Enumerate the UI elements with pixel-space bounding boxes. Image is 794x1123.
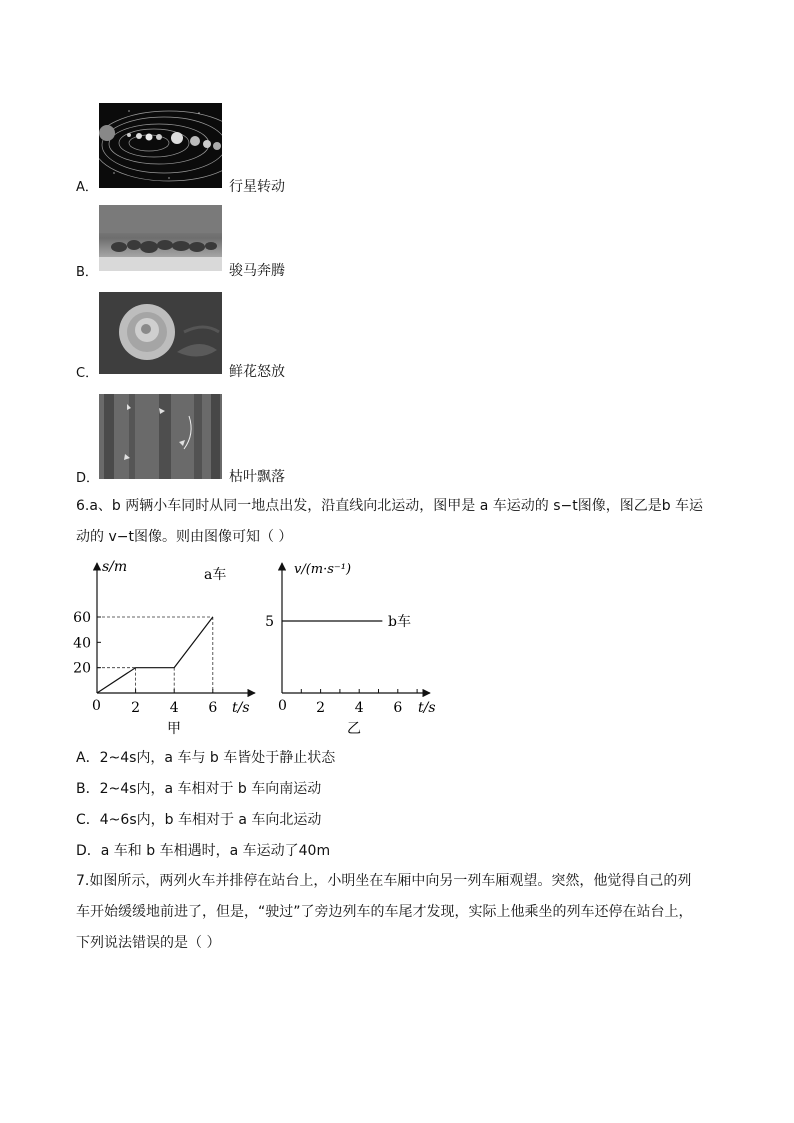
option-letter: B． — [76, 265, 98, 280]
y-tick-label: 60 — [73, 609, 91, 626]
option-letter: C． — [76, 366, 99, 381]
q6-stem-line2: 动的 v−t图像。则由图像可知（ ） — [76, 529, 293, 545]
graph-jia-s-t — [70, 555, 270, 740]
option-caption: 行星转动 — [229, 179, 285, 195]
x-tick-label: 2 — [316, 700, 326, 716]
x-tick-label: 4 — [169, 700, 179, 716]
y-tick-label: 5 — [265, 614, 274, 630]
q6-option-b: B．2~4s内，a 车相对于 b 车向南运动 — [76, 781, 322, 797]
q6-option-c: C．4~6s内，b 车相对于 a 车向北运动 — [76, 812, 322, 828]
q7-line1: 7.如图所示，两列火车并排停在站台上，小明坐在车厢中向另一列车厢观望。突然，他觉得自己的列 — [76, 873, 692, 889]
y-axis-label: v/(m·s⁻¹) — [294, 562, 352, 577]
x-axis-label: t/s — [418, 700, 436, 716]
falling-leaves-image — [99, 394, 222, 479]
a-car-line — [97, 617, 213, 693]
b-car-label: b车 — [388, 614, 411, 630]
x-tick-label: 6 — [393, 700, 403, 716]
q7-line2: 车开始缓缓地前进了，但是，“驶过”了旁边列车的车尾才发现，实际上他乘坐的列车还停在站台上， — [76, 904, 693, 920]
y-tick-label: 40 — [73, 635, 91, 652]
y-tick-label: 20 — [73, 660, 91, 677]
galloping-horses-image — [99, 205, 222, 271]
x-tick-label: 2 — [131, 700, 141, 716]
q6-option-a: A．2~4s内，a 车与 b 车皆处于静止状态 — [76, 750, 336, 766]
q7-stem — [76, 866, 726, 959]
option-letter: D． — [76, 471, 100, 486]
rose-flower-image — [99, 292, 222, 374]
option-caption: 骏马奔腾 — [229, 263, 285, 279]
q6-stem — [76, 491, 726, 553]
graph-caption: 甲 — [167, 721, 181, 737]
y-axis-label: s/m — [102, 559, 128, 575]
q7-line3: 下列说法错误的是（ ） — [76, 935, 221, 951]
graph-caption: 乙 — [347, 721, 361, 737]
x-axis-label: t/s — [232, 700, 250, 716]
origin-label: 0 — [278, 698, 287, 714]
option-caption: 鲜花怒放 — [229, 364, 285, 380]
graph-yi-v-t — [262, 555, 462, 740]
x-tick-label: 4 — [354, 700, 364, 716]
q6-stem-line1: 6.a、b 两辆小车同时从同一地点出发，沿直线向北运动，图甲是 a 车运动的 s−t图像，图乙是b 车运 — [76, 498, 704, 514]
planets-orbit-image — [99, 103, 222, 188]
option-letter: A． — [76, 180, 98, 195]
a-car-label: a车 — [204, 567, 227, 583]
x-tick-label: 6 — [208, 700, 218, 716]
origin-label: 0 — [92, 698, 101, 714]
option-caption: 枯叶飘落 — [229, 469, 285, 485]
q6-option-d: D．a 车和 b 车相遇时，a 车运动了40m — [76, 843, 331, 859]
